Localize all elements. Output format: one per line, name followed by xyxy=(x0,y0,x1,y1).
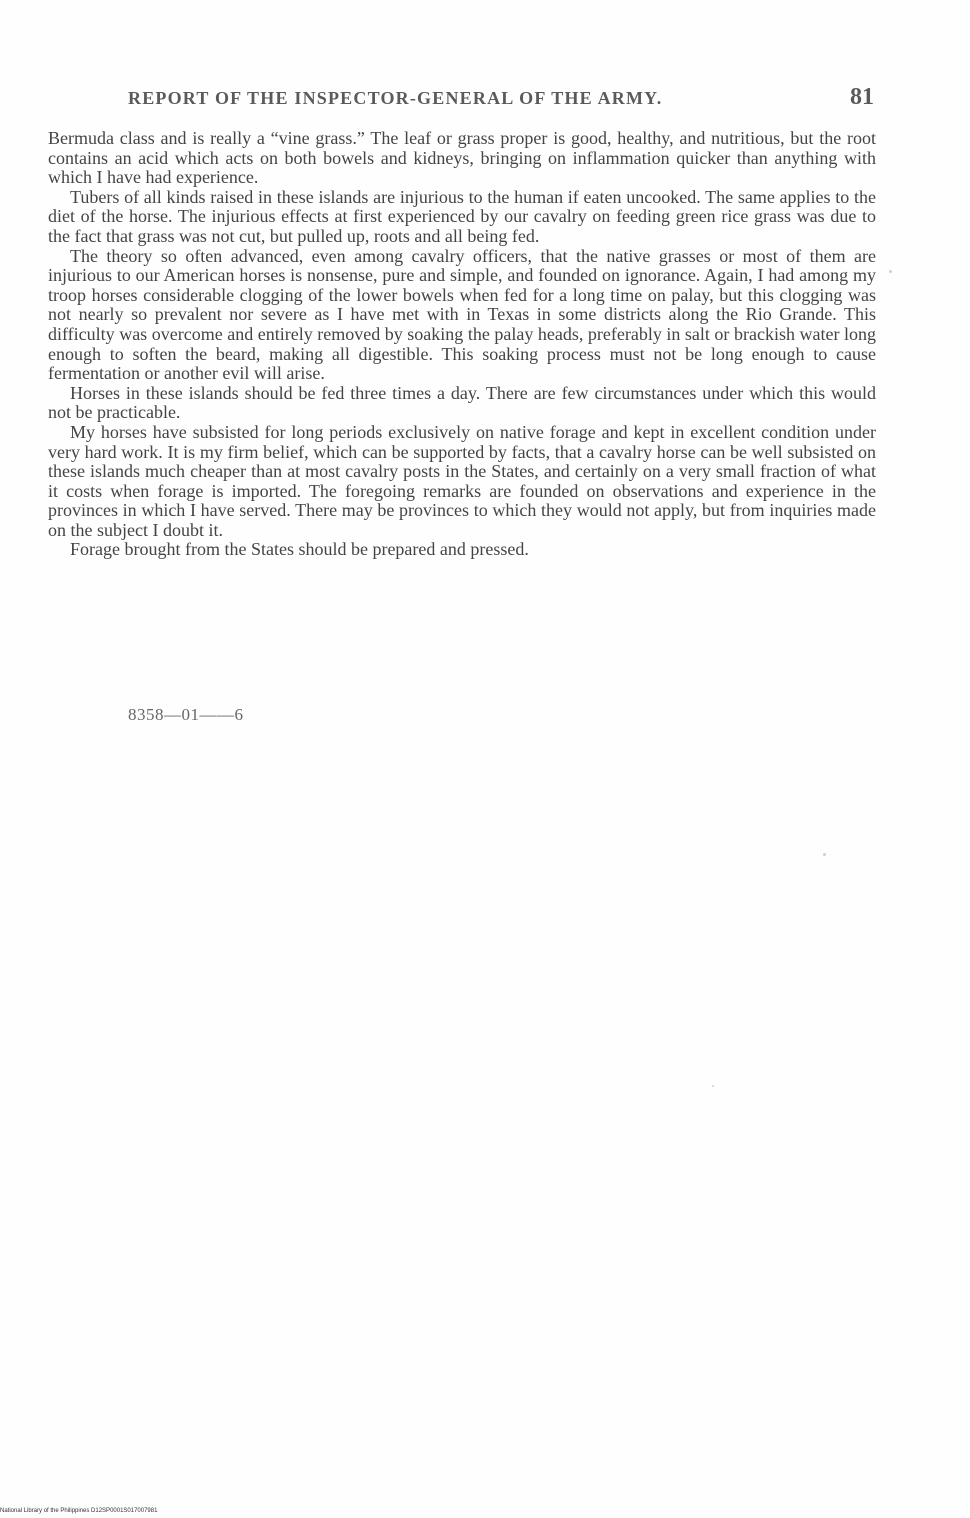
scan-speck xyxy=(712,1085,714,1087)
scan-credit: National Library of the Philippines D12SP0001S017007981 xyxy=(0,1508,158,1514)
paragraph-5: My horses have subsisted for long periods exclusively on native forage and kept in excellent condition under very hard work. It is my firm belief, which can be supported by facts, that a cavalry horse can be well subsisted on these islands much cheaper than at most cavalry posts in the States, and certainly on a very small fraction of what it costs when forage is imported. The foregoing remarks are founded on observations and experience in the provinces in which I have served. There may be provinces to which they would not apply, but from inquiries made on the subject I doubt it. xyxy=(48,421,876,540)
paragraph-1: Bermuda class and is really a “vine grass.” The leaf or grass proper is good, healthy, and nutritious, but the root contains an acid which acts on both bowels and kidneys, bringing on inflammation quicker than anything with which I have had experience. xyxy=(48,128,876,188)
paragraph-6: Forage brought from the States should be prepared and pressed. xyxy=(70,539,529,560)
paragraph-2: Tubers of all kinds raised in these islands are injurious to the human if eaten uncooked. The same applies to the diet of the horse. The injurious effects at first experienced by our cavalry on feeding green rice grass was due to the fact that grass was not cut, but pulled up, roots and all being fed. xyxy=(48,186,876,246)
page-number: 81 xyxy=(850,84,874,110)
scan-speck xyxy=(823,853,826,856)
running-header xyxy=(128,84,876,114)
paragraph-3: The theory so often advanced, even among cavalry officers, that the native grasses or most of them are injurious to our American horses is nonsense, pure and simple, and founded on ignorance. Again, I had among my troop horses considerable clogging of the lower bowels when fed for a long time on palay, but this clogging was not nearly so prevalent nor severe as I have met with in Texas in some districts along the Rio Grande. This difficulty was overcome and entirely removed by soaking the palay heads, preferably in salt or brackish water long enough to soften the beard, making all digestible. This soaking process must not be long enough to cause fermentation or another evil will arise. xyxy=(48,245,876,384)
signature-mark: 8358—01——6 xyxy=(128,705,244,724)
header-title: REPORT OF THE INSPECTOR-GENERAL OF THE ARMY. xyxy=(128,88,663,108)
body-text xyxy=(48,129,876,560)
scan-speck xyxy=(889,270,892,273)
paragraph-4: Horses in these islands should be fed three times a day. There are few circumstances under which this would not be practicable. xyxy=(48,382,876,423)
